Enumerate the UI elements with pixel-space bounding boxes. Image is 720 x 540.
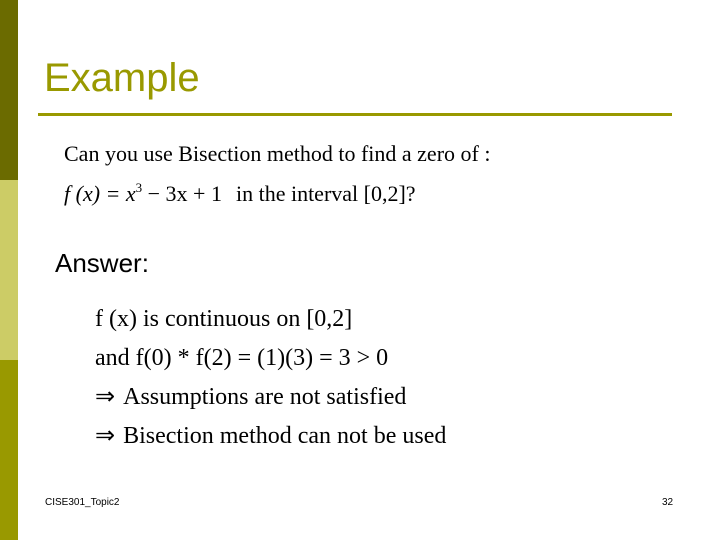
- interval-text: in the interval [0,2]?: [235, 181, 416, 206]
- exponent: 3: [135, 180, 143, 195]
- question-line-1: Can you use Bisection method to find a zero of :: [64, 141, 491, 166]
- sidebar-accent: [0, 0, 18, 540]
- question-line-2: [64, 180, 416, 206]
- sidebar-segment-dark: [0, 0, 18, 180]
- implies-symbol: ⇒: [95, 423, 116, 449]
- answer-line-3: [95, 385, 406, 409]
- function-definition: f (x) = x: [64, 181, 136, 206]
- footer-course-label: CISE301_Topic2: [45, 497, 120, 508]
- sidebar-segment-olive: [0, 360, 18, 540]
- answer-line-4-text: Bisection method can not be used: [123, 423, 447, 449]
- answer-line-4: [95, 424, 446, 448]
- slide-title: Example: [44, 56, 200, 100]
- sidebar-segment-light: [0, 180, 18, 360]
- function-rest: − 3x + 1: [142, 181, 222, 206]
- implies-symbol: ⇒: [95, 384, 116, 410]
- answer-label: Answer:: [55, 248, 149, 278]
- answer-line-1: f (x) is continuous on [0,2]: [95, 306, 353, 332]
- title-divider: [38, 113, 672, 116]
- page-number: 32: [662, 497, 674, 508]
- answer-line-3-text: Assumptions are not satisfied: [123, 384, 407, 410]
- answer-line-2: and f(0) * f(2) = (1)(3) = 3 > 0: [95, 345, 389, 371]
